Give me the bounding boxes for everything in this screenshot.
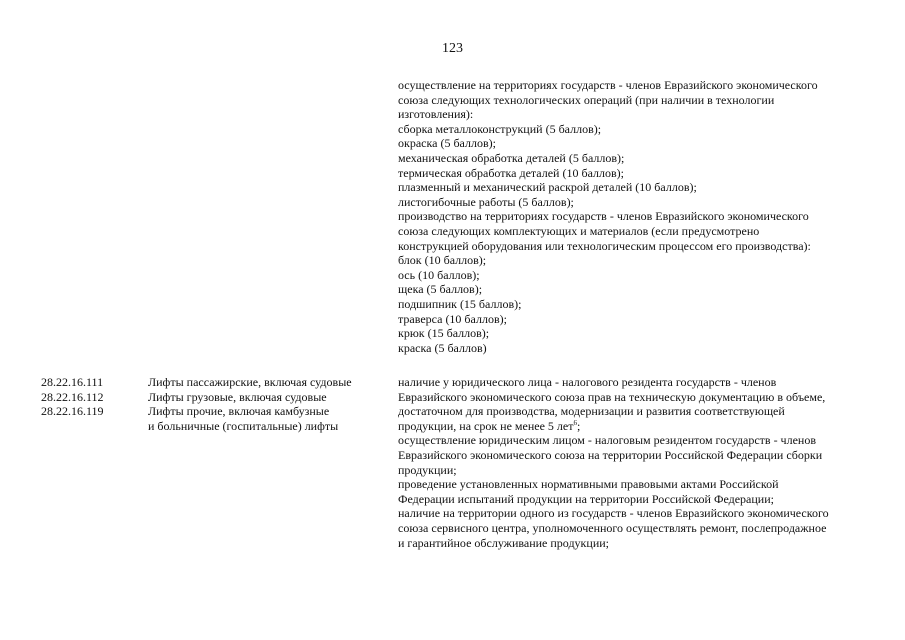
requirement-line: наличие на территории одного из государств - членов Евразийского экономического — [398, 506, 829, 521]
product-code: 28.22.16.111 — [41, 375, 104, 389]
requirement-line: ось (10 баллов); — [398, 267, 480, 282]
requirement-line: союза сервисного центра, уполномоченного осуществлять ремонт, послепродажное — [398, 520, 827, 535]
requirement-line: подшипник (15 баллов); — [398, 296, 522, 311]
requirement-line: наличие у юридического лица - налогового резидента государств - членов — [398, 375, 777, 389]
requirement-line: щека (5 баллов); — [398, 282, 483, 297]
requirement-line: крюк (15 баллов); — [398, 326, 490, 341]
requirement-line: сборка металлоконструкций (5 баллов); — [398, 121, 602, 136]
requirement-line: производство на территориях государств - членов Евразийского экономического — [398, 209, 809, 224]
requirement-line: механическая обработка деталей (5 баллов); — [398, 150, 625, 165]
footnote-mark: 6 — [573, 418, 577, 427]
requirement-line: блок (10 баллов); — [398, 253, 487, 268]
requirement-line: союза следующих технологических операций (при наличии в технологии — [398, 92, 775, 107]
page-number: 123 — [442, 41, 463, 56]
requirement-tail: ; — [576, 418, 581, 433]
requirement-line: осуществление юридическим лицом - налоговым резидентом государств - членов — [398, 433, 816, 448]
product-name: Лифты пассажирские, включая судовые — [148, 375, 352, 389]
requirement-line: союза следующих комплектующих и материалов (если предусмотрено — [398, 223, 760, 238]
requirement-line: изготовления): — [398, 107, 474, 122]
requirement-line: Федерации испытаний продукции на территории Российской Федерации; — [398, 491, 774, 506]
requirement-line: траверса (10 баллов); — [398, 311, 507, 326]
requirement-line: термическая обработка деталей (10 баллов); — [398, 165, 624, 180]
requirement-line: проведение установленных нормативными правовыми актами Российской — [398, 477, 779, 492]
requirement-line: листогибочные работы (5 баллов); — [398, 194, 574, 209]
requirement-line-with-footnote — [398, 419, 878, 434]
requirement-line: и гарантийное обслуживание продукции; — [398, 535, 609, 550]
requirement-line: окраска (5 баллов); — [398, 136, 496, 151]
requirement-line: продукции; — [398, 462, 457, 477]
product-code: 28.22.16.112 — [41, 389, 104, 404]
requirement-line: Евразийского экономического союза на территории Российской Федерации сборки — [398, 447, 823, 462]
requirement-text: продукции, на срок не менее 5 лет — [398, 418, 574, 433]
requirement-line: достаточном для производства, модернизации и развития соответствующей — [398, 404, 785, 419]
product-name: Лифты грузовые, включая судовые — [148, 389, 327, 404]
requirement-line: конструкцией оборудования или технологическим процессом его производства): — [398, 238, 811, 253]
product-codes — [41, 375, 141, 419]
requirement-line: Евразийского экономического союза прав на техническую документацию в объеме, — [398, 389, 826, 404]
product-name: и больничные (госпитальные) лифты — [148, 418, 339, 433]
product-code: 28.22.16.119 — [41, 404, 104, 419]
top-requirements-block — [398, 78, 878, 355]
requirement-line: краска (5 баллов) — [398, 340, 487, 355]
product-requirements — [398, 375, 878, 550]
product-names — [148, 375, 388, 433]
requirement-line: плазменный и механический раскрой деталей (10 баллов); — [398, 180, 697, 195]
product-name: Лифты прочие, включая камбузные — [148, 404, 330, 419]
requirement-line: осуществление на территориях государств - членов Евразийского экономического — [398, 78, 818, 92]
